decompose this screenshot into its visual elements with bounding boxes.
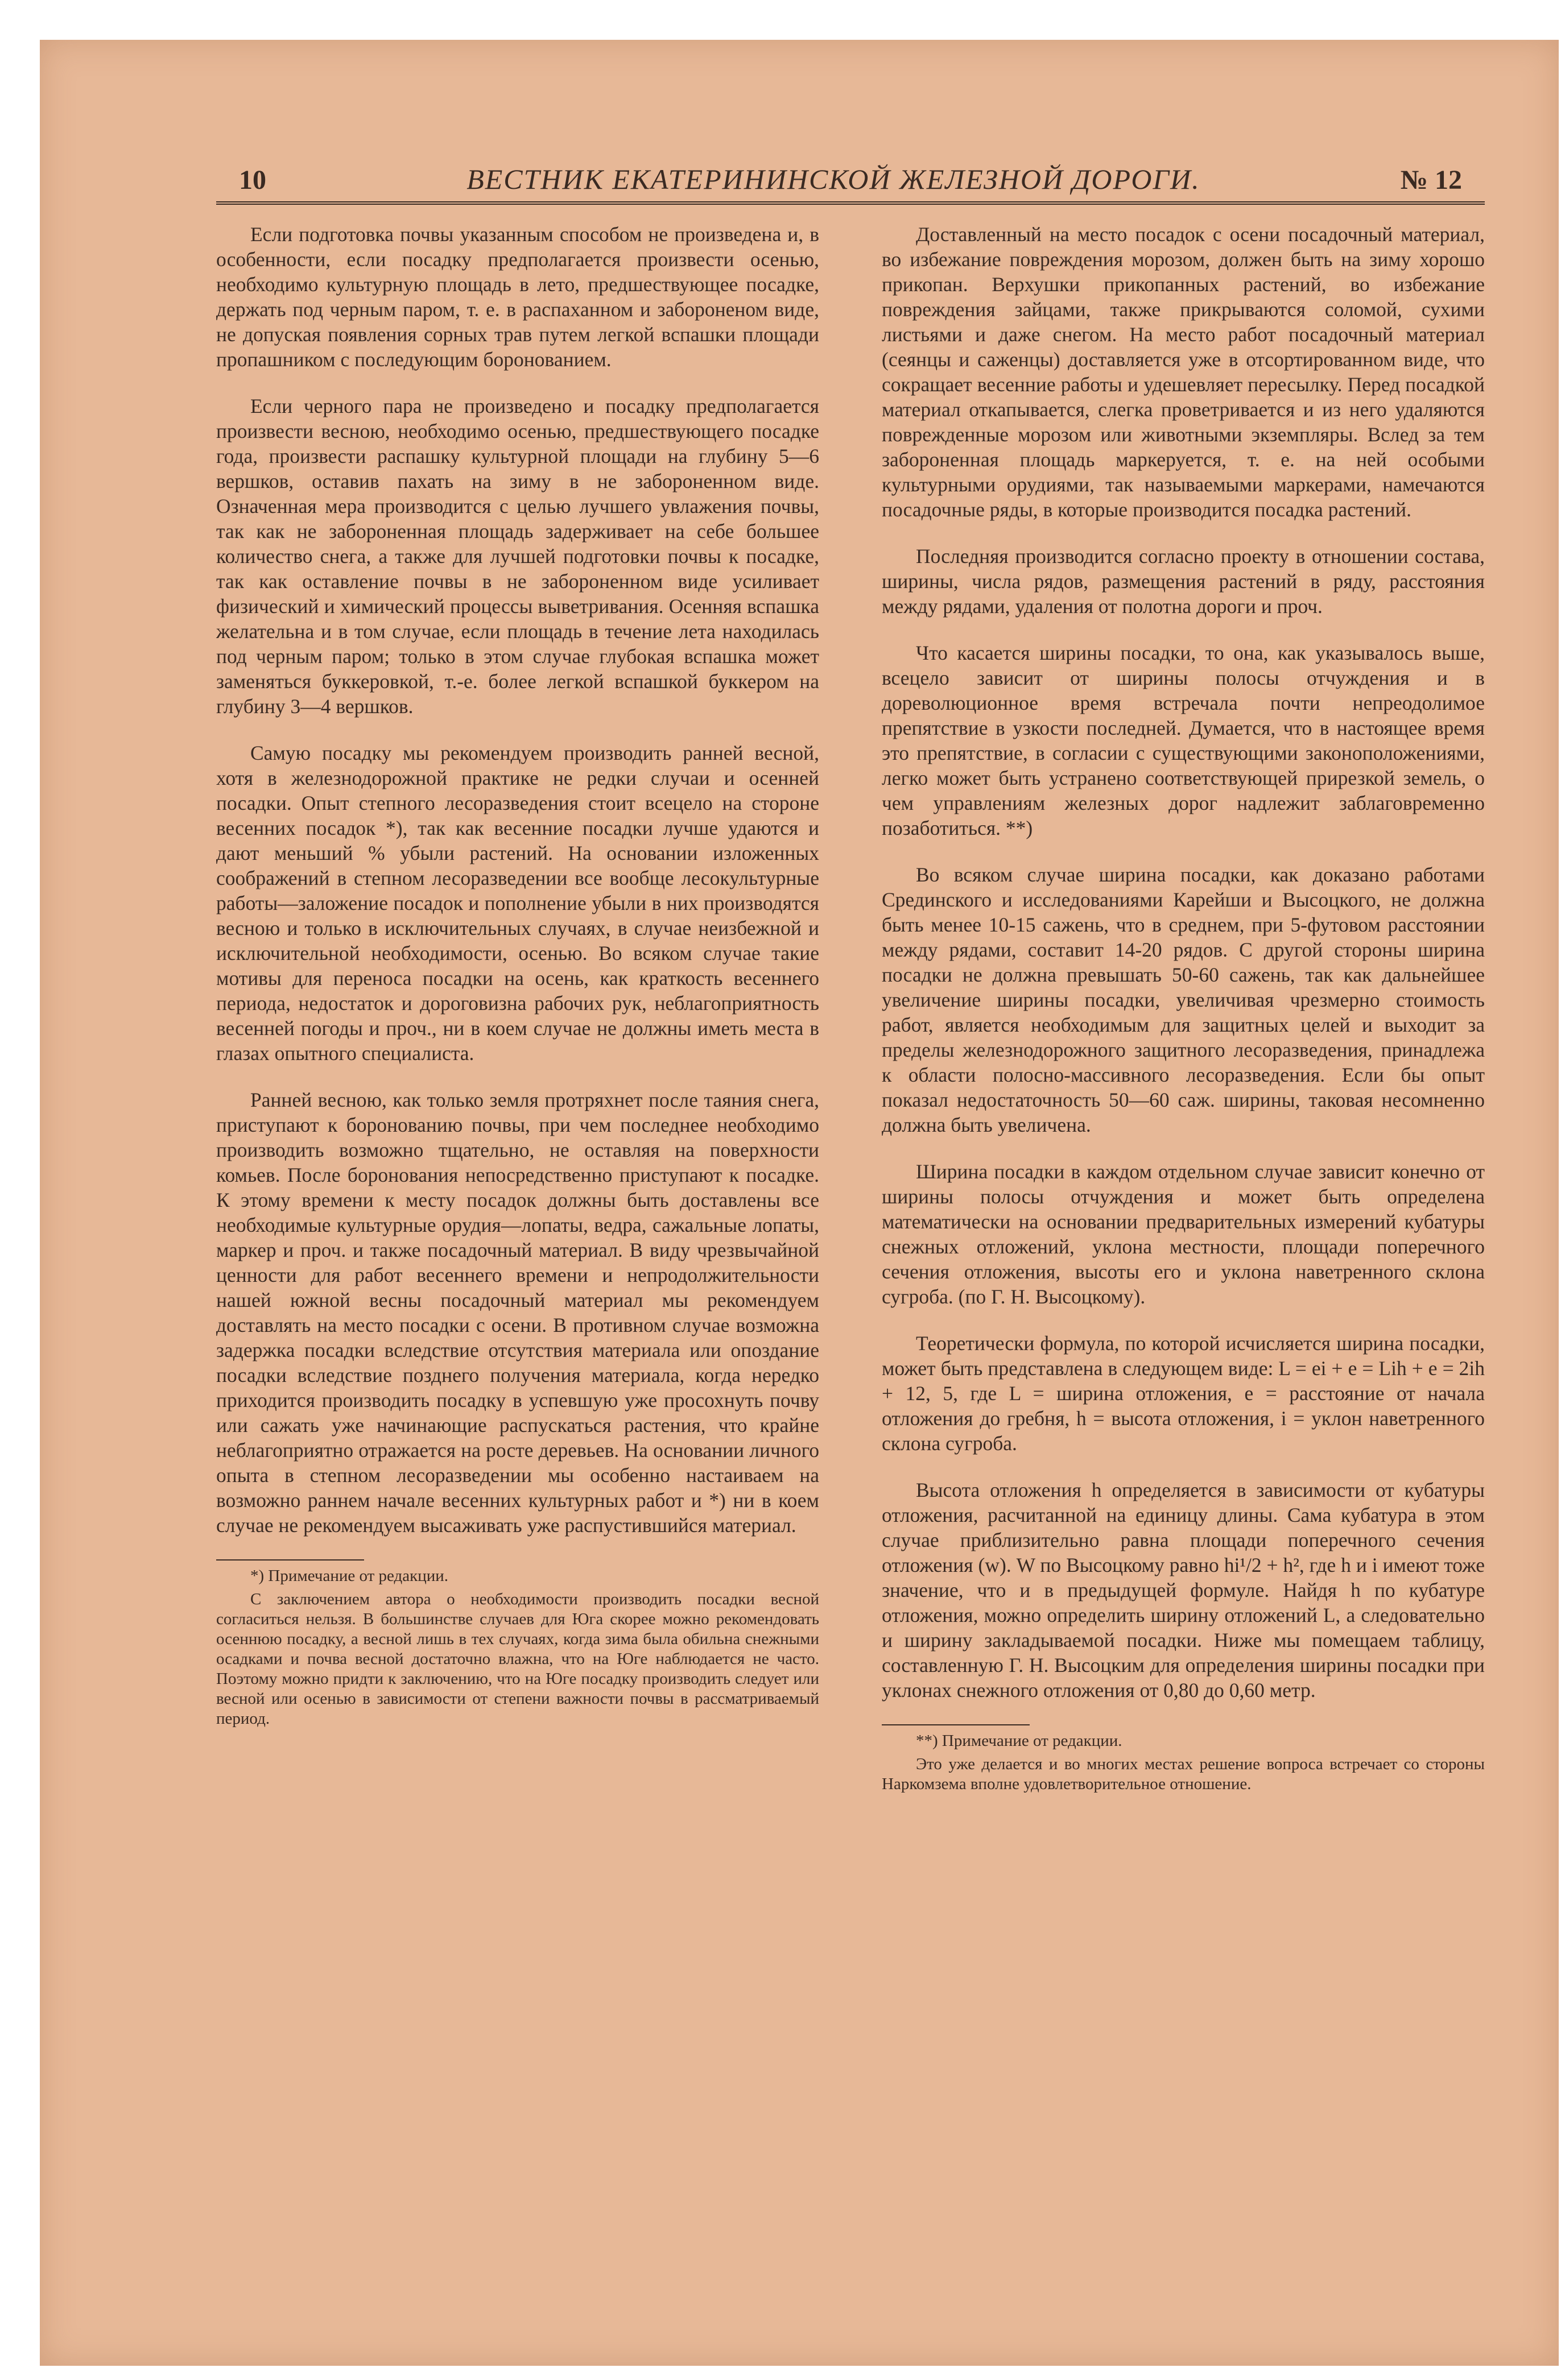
page-number: 10: [239, 165, 266, 195]
newspaper-page: [216, 159, 1485, 2229]
footnote-block: [882, 1724, 1485, 1794]
footnote-text: С заключением автора о необходимости производить посадки весной согласиться нельзя. В большинстве случаев для Юга скорее можно рекомендовать осеннюю посадку, а весной лишь в тех случаях, когда зима была обильна снежными осадками и почва весной достаточно влажна, что на Юге наблюдается не часто. Поэтому можно придти к заключению, что на Юге посадку производить следует или весной или осенью в зависимости от степени важности почвы в рассматриваемый период.: [216, 1590, 819, 1728]
paragraph: Высота отложения h определяется в зависимости от кубатуры отложения, расчитанной на единицу длины. Сама кубатура в этом случае приблизительно равна площади поперечного сечения отложения (w). W по Высоцкому равно hi¹/2 + h², где h и i имеют тоже значение, что и в предыдущей формуле. Найдя h по кубатуре отложения, можно определить ширину отложений L, а следовательно и ширину закладываемой посадки. Ниже мы помещаем таблицу, составленную Г. Н. Высоцким для определения ширины посадки при уклонах снежного отложения от 0,80 до 0,60 метр.: [882, 1479, 1485, 1702]
left-column: [216, 222, 819, 1798]
paragraph: Последняя производится согласно проекту в отношении состава, ширины, числа рядов, размещения растений в ряду, расстояния между рядами, удаления от полотна дороги и проч.: [882, 545, 1485, 618]
paragraph: Если черного пара не произведено и посадку предполагается произвести весною, необходимо осенью, предшествующего посадке года, произвести распашку культурной площади на глубину 5—6 вершков, оставив пахать на зиму в не забороненном виде. Означенная мера производится с целью лучшего увлажения почвы, так как не забороненная площадь задерживает на себе большее количество снега, а также для лучшей подготовки почвы к посадке, так как оставление почвы в не забороненном виде усиливает физический и химический процессы выветривания. Осенняя вспашка желательна и в том случае, если площадь в течение лета находилась под черным паром; только в этом случае глубокая вспашка может заменяться буккеровкой, т.-е. более легкой вспашкой буккером на глубину 3—4 вершков.: [216, 395, 819, 718]
issue-number: № 12: [1400, 165, 1462, 195]
footnote-text: Это уже делается и во многих местах решение вопроса встречает со стороны Наркомзема вполне удовлетворительное отношение.: [882, 1755, 1485, 1793]
footnote-rule: [882, 1724, 1030, 1725]
publication-title: ВЕСТНИК ЕКАТЕРИНИНСКОЙ ЖЕЛЕЗНОЙ ДОРОГИ.: [466, 163, 1200, 195]
paragraph: Если подготовка почвы указанным способом не произведена и, в особенности, если посадку предполагается произвести осенью, необходимо культурную площадь в лето, предшествующее посадке, держать под черным паром, т. е. в распаханном и забороненом виде, не допуская появления сорных трав путем легкой вспашки площади пропашником с последующим боронованием.: [216, 223, 819, 371]
paragraph: Самую посадку мы рекомендуем производить ранней весной, хотя в железнодорожной практике не редки случаи и осенней посадки. Опыт степного лесоразведения стоит всецело на стороне весенних посадок *), так как весенние посадки лучше удаются и дают меньший % убыли растений. На основании изложенных соображений в степном лесоразведении все вообще лесокультурные работы—заложение посадок и пополнение убыли в них производятся весною и только в исключительных случаях, в случае неизбежной и исключительной необходимости, осенью. Во всяком случае такие мотивы для переноса посадки на осень, как краткость весеннего периода, недостаток и дороговизна рабочих рук, неблагоприятность весенней погоды и проч., ни в коем случае не должны иметь места в глазах опытного специалиста.: [216, 742, 819, 1065]
footnote-heading: *) Примечание от редакции.: [250, 1567, 449, 1585]
paragraph: Ранней весною, как только земля протряхнет после таяния снега, приступают к боронованию почвы, при чем последнее необходимо производить возможно тщательно, не оставляя на поверхности комьев. После боронования непосредственно приступают к посадке. К этому времени к месту посадок должны быть доставлены все необходимые культурные орудия—лопаты, ведра, сажальные лопаты, маркер и проч. и также посадочный материал. В виду чрезвычайной ценности для работ весеннего времени и непродолжительности нашей южной весны посадочный материал мы рекомендуем доставлять на место посадки с осени. В противном случае возможна задержка посадки вследствие отсутствия материала или опоздание посадки вследствие позднего получения материала, когда нередко приходится производить посадку в успевшую уже просохнуть почву или сажать уже начинающие распускаться растения, что крайне неблагоприятно отражается на росте деревьев. На основании личного опыта в степном лесоразведении мы особенно настаиваем на возможно раннем начале весенних культурных работ и *) ни в коем случае не рекомендуем высаживать уже распустившийся материал.: [216, 1088, 819, 1537]
footnote-block: [216, 1559, 819, 1729]
page-header: [216, 159, 1485, 205]
paragraph: Что касается ширины посадки, то она, как указывалось выше, всецело зависит от ширины полосы отчуждения и в дореволюционное время встречала почти непреодолимое препятствие в узкости последней. Думается, что в настоящее время это препятствие, в согласии с существующими законоположениями, легко может быть устранено соответствующей прирезкой земель, о чем управлениям железных дорог надлежит заблаговременно позаботиться. **): [882, 641, 1485, 839]
paragraph: Теоретически формула, по которой исчисляется ширина посадки, может быть представлена в следующем виде: L = ei + e = Lih + e = 2ih + 12, 5, где L = ширина отложения, e = расстояние от начала отложения до гребня, h = высота отложения, i = уклон наветренного склона сугроба.: [882, 1332, 1485, 1455]
footnote-heading: **) Примечание от редакции.: [916, 1732, 1122, 1750]
right-column: [882, 222, 1485, 1798]
footnote-rule: [216, 1559, 364, 1561]
paragraph: Во всяком случае ширина посадки, как доказано работами Срединского и исследованиями Карейши и Высоцкого, не должна быть менее 10-15 сажень, что в среднем, при 5-футовом расстоянии между рядами, составит 14-20 рядов. С другой стороны ширина посадки не должна превышать 50-60 сажень, так как дальнейшее увеличение ширины посадки, увеличивая чрезмерно стоимость работ, является необходимым для защитных целей и выходит за пределы железнодорожного защитного лесоразведения, принадлежа к области полосно-массивного лесоразведения. Если бы опыт показал недостаточность 50—60 саж. ширины, таковая несомненно должна быть увеличена.: [882, 863, 1485, 1136]
paragraph: Ширина посадки в каждом отдельном случае зависит конечно от ширины полосы отчуждения и может быть определена математически на основании предварительных измерений кубатуры снежных отложений, уклона местности, площади поперечного сечения отложения, высоты его и уклона наветренного склона сугроба. (по Г. Н. Высоцкому).: [882, 1160, 1485, 1308]
paragraph: Доставленный на место посадок с осени посадочный материал, во избежание повреждения морозом, должен быть на зиму хорошо прикопан. Верхушки прикопанных растений, во избежание повреждения зайцами, также прикрываются соломой, сухими листьями и даже снегом. На место работ посадочный материал (сеянцы и саженцы) доставляется уже в отсортированном виде, что сокращает весенние работы и удешевляет пересылку. Перед посадкой материал откапывается, слегка проветривается и из него удаляются поврежденные морозом или животными экземпляры. Вслед за тем забороненная площадь маркеруется, т. е. на ней особыми культурными орудиями, так называемыми маркерами, намечаются посадочные ряды, в которые производится посадка растений.: [882, 223, 1485, 521]
text-columns: [216, 222, 1485, 1798]
